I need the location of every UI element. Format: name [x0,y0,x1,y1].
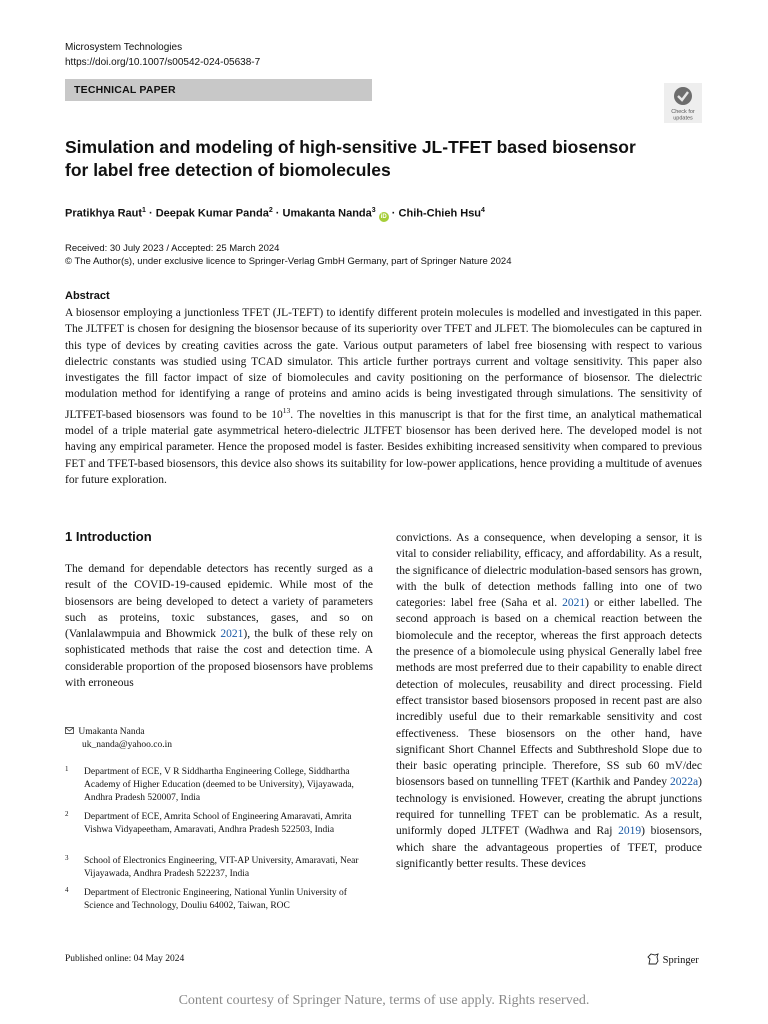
intro-left-text-a: The demand for dependable detectors has recently surged as a result of the COVID-19-caused epidemic. While most of the biosensors are being developed to detect a variety of parameters such as proteins, toxic substances, gases, and so on (Vanlalawmpuia and Bhowmick [65,563,373,641]
author-1[interactable]: Pratikhya Raut [65,207,143,220]
affiliation-text: Department of ECE, V R Siddhartha Engineering College, Siddhartha Academy of Higher Education (deemed to be University), Vijayawada, Andhra Pradesh 520007, India [84,767,354,803]
courtesy-notice: Content courtesy of Springer Nature, terms of use apply. Rights reserved. [178,993,590,1008]
author-list [65,204,485,222]
intro-right-column [396,530,702,872]
abstract-exponent: 13 [282,405,291,415]
author-2-aff: 2 [268,207,273,214]
article-type-label: TECHNICAL PAPER [74,84,176,96]
publisher-name: Springer [662,955,699,966]
affiliation-number: 1 [65,765,69,773]
abstract-part-1: A biosensor employing a junctionless TFET (JL-TEFT) to identify different protein molecules is modelled and investigated in this paper. The JLTFET is chosen for designing the biosensor because of its superiority over TFET and JLFET. The biomolecules can be captured in this type of devices by creating cavities across the gate. Various output parameters of label free biosensing with respect to various dielectric constants was studied using TCAD simulator. This article further portrays current and voltage sensitivity. This paper also investigates the fill factor impact of size of biomolecules and cavity positioning on the performance of biosensor. The dielectric modulation method for identifying a range of proteins and amino acids is being investigated through simulations. The sensitivity of JLTFET-based biosensors was found to be 10 [65,307,702,421]
affiliation-text: School of Electronics Engineering, VIT-AP University, Amaravati, Near Vijayawada, Andhra Pradesh 522237, India [84,856,359,879]
citation-link[interactable]: 2021 [220,628,244,641]
orcid-icon[interactable]: iD [380,213,387,220]
affiliation-3 [65,855,365,881]
author-3[interactable]: Umakanta Nanda [282,207,372,220]
citation-link[interactable]: 2021 [562,597,586,610]
author-3-aff: 3 [371,207,376,214]
author-1-aff: 1 [142,207,146,214]
doi-link[interactable]: https://doi.org/10.1007/s00542-024-05638-7 [65,57,261,68]
author-separator: · [145,207,156,220]
affiliation-4 [65,887,365,913]
corresponding-name: Umakanta Nanda [78,727,145,737]
envelope-icon [65,726,76,739]
affiliation-number: 4 [65,886,69,894]
title-line-1: Simulation and modeling of high-sensitive JL-TFET based biosensor [65,137,636,157]
intro-left-text-b: ), the bulk of these rely on sophisticated methods that raise the cost and detection time. A considerable proportion of the proposed biosensors have problems with erroneous [65,628,373,690]
corresponding-author [65,726,172,752]
affiliation-text: Department of Electronic Engineering, National Yunlin University of Science and Technology, Douliu 64002, Taiwan, ROC [84,888,347,911]
journal-name: Microsystem Technologies [65,42,183,53]
received-accepted-dates: Received: 30 July 2023 / Accepted: 25 March 2024 [65,243,280,254]
abstract-part-2: . The novelties in this manuscript is that for the first time, an analytical mathematical model of a triple material gate asymmetrical hetero-dielectric JLTFET biosensor has been derived here. The developed model is not having any empirical parameter. Hence the proposed model is faster. Besides exhibiting increased sensitivity when compared to previous FET and TFET-based biosensors, this device also shows its suitability for low-power applications, hence providing a multitude of avenues for future exploration. [65,408,702,486]
springer-horse-icon [647,953,660,965]
author-separator: · [388,207,399,220]
intro-right-text-a: convictions. As a consequence, when developing a sensor, it is vital to consider reliability, efficacy, and affordability. As a result, the significance of dielectric modulation-based sensors has grown, with the bulk of detection methods falling into one of two categories: label free (Saha et al. [396,532,702,610]
affiliation-number: 2 [65,810,69,818]
publisher-logo [647,953,699,966]
intro-left-column [65,561,373,691]
check-for-updates-button[interactable] [664,83,702,123]
copyright-notice: © The Author(s), under exclusive licence to Springer-Verlag GmbH Germany, part of Springer Nature 2024 [65,256,512,267]
author-4[interactable]: Chih-Chieh Hsu [398,207,482,220]
affiliation-text: Department of ECE, Amrita School of Engineering Amaravati, Amrita Vishwa Vidyapeetham, Amaravati, Andhra Pradesh 522503, India [84,812,352,835]
affiliation-number: 3 [65,854,69,862]
corresponding-email[interactable]: uk_nanda@yahoo.co.in [82,740,173,750]
article-type-badge [65,79,372,101]
author-4-aff: 4 [481,207,485,214]
paper-title [65,136,685,182]
citation-link[interactable]: 2022a [670,776,699,789]
author-2[interactable]: Deepak Kumar Panda [155,207,269,220]
author-separator: · [272,207,283,220]
intro-right-text-b: ) or either labelled. The second approach is based on a chemical reaction between the biomolecule and the receptor, whereas the first approach detects the presence of a biomolecule using physical Generally label free methods are most preferred due to their capability to enable direct detection of molecules, reusability and direct processing. Field effect transistor based biosensors proposed in recent past are also incredibly useful due to their remarkable sensitivity and cost effectiveness. These biosensors on the other hand, have significant Short Channel Effects and Subthreshold Slope due to their basic operating principle. Therefore, SS sub 60 mV/dec biosensors based on tunnelling TFET (Karthik and Pandey [396,597,702,789]
affiliation-1 [65,766,365,805]
title-line-2: for label free detection of biomolecules [65,160,391,180]
abstract-body [65,305,702,488]
affiliation-2 [65,811,365,837]
crossmark-line1: Check for [671,109,695,115]
intro-right-text-c: ) technology is envisioned. However, creating the abrupt junctions required for tunnelling TFET can be problematic. As a result, uniformly doped JLTFET (Wadhwa and Raj [396,776,702,838]
citation-link[interactable]: 2019 [618,825,642,838]
crossmark-icon [664,83,702,123]
intro-right-text-d: ) biosensors, which share the advantageous properties of TFET, produce significantly better results. These devices [396,825,703,870]
published-date: Published online: 04 May 2024 [65,954,185,964]
abstract-heading: Abstract [65,290,110,302]
section-heading-introduction: 1 Introduction [65,529,152,544]
crossmark-line2: updates [673,115,693,122]
